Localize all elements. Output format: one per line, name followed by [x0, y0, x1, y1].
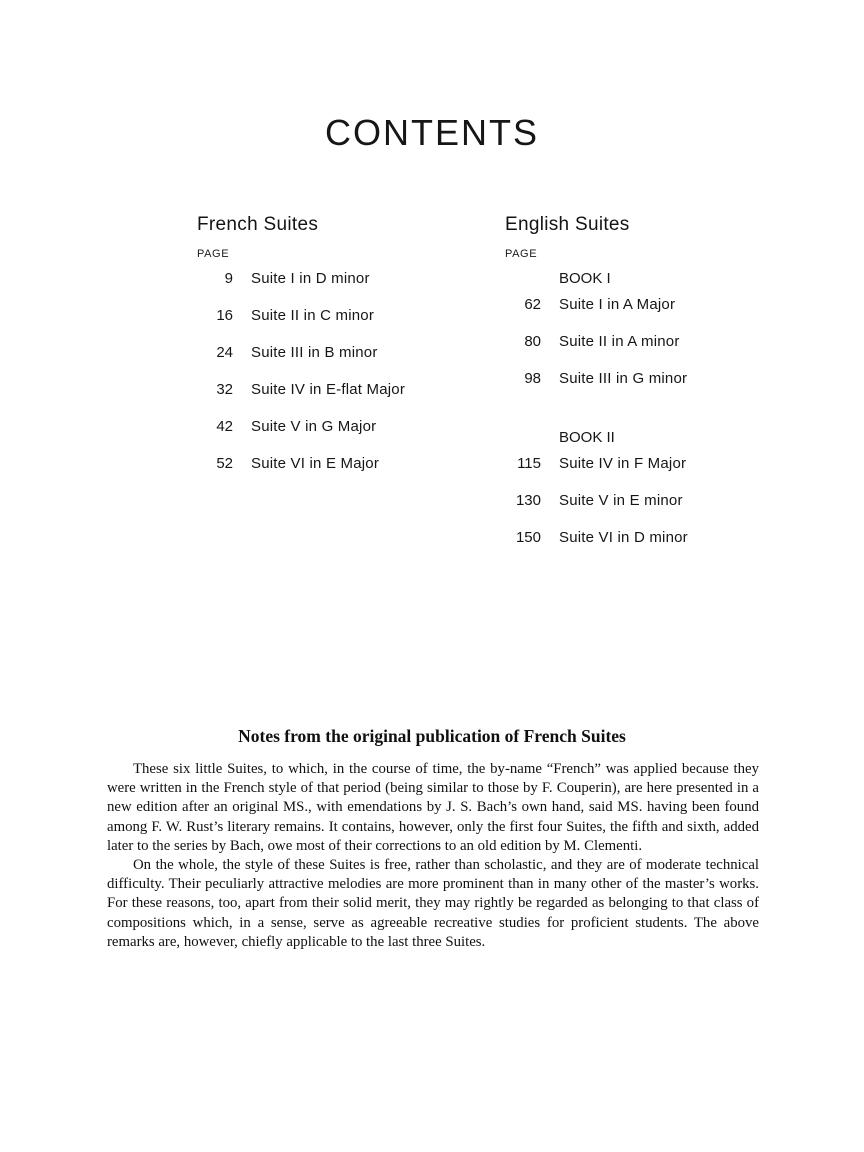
toc-entry-label: Suite IV in F Major	[559, 455, 687, 472]
toc-entry-label: Suite IV in E-flat Major	[251, 381, 406, 398]
toc-entry-label: Suite V in G Major	[251, 418, 377, 435]
toc-page-number: 16	[216, 307, 233, 324]
toc-entry-label: Suite II in C minor	[251, 307, 375, 324]
toc-row	[197, 307, 467, 324]
toc-page-number: 130	[515, 492, 541, 509]
toc-page-number: 24	[216, 344, 233, 361]
toc-page-number: 115	[517, 455, 541, 472]
toc-page-number: 52	[216, 455, 233, 472]
toc-page-number: 80	[524, 333, 541, 350]
toc-entry-label: Suite VI in D minor	[559, 529, 688, 546]
notes-body	[107, 760, 759, 952]
book-1-label: BOOK I	[559, 270, 611, 287]
english-suites-column	[505, 214, 785, 566]
toc-row	[197, 455, 467, 472]
toc-row	[505, 529, 785, 546]
english-page-label: PAGE	[505, 248, 538, 260]
toc-row	[505, 370, 785, 387]
toc-row	[505, 296, 785, 313]
toc-entry-label: Suite V in E minor	[559, 492, 683, 509]
toc-entry-label: Suite III in B minor	[251, 344, 378, 361]
toc-page-number: 9	[224, 270, 233, 287]
notes-heading: Notes from the original publication of French Suites	[238, 726, 626, 746]
toc-entry-label: Suite I in D minor	[251, 270, 370, 287]
toc-page-number: 150	[515, 529, 541, 546]
french-suites-heading: French Suites	[197, 214, 319, 235]
notes-paragraph-2: On the whole, the style of these Suites is free, rather than scholastic, and they are of moderate technical difficulty. Their peculiarly attractive melodies are more prominent than in many other of the master’s works. For these reasons, too, apart from their solid merit, they may rightly be regarded as belonging to that class of compositions which, in a sense, serve as agreeable recreative studies for proficient students. The above remarks are, however, chiefly applicable to the last three Suites.	[107, 857, 759, 950]
toc-page-number: 32	[216, 381, 233, 398]
page-title: CONTENTS	[325, 112, 539, 153]
french-page-label: PAGE	[197, 248, 230, 260]
toc-row	[197, 344, 467, 361]
toc-page-number: 42	[216, 418, 233, 435]
toc-page-number: 62	[524, 296, 541, 313]
toc-row	[197, 418, 467, 435]
toc-row	[505, 455, 785, 472]
book-2-label: BOOK II	[559, 429, 615, 446]
toc-row	[197, 381, 467, 398]
toc-page-number: 98	[524, 370, 541, 387]
toc-entry-label: Suite VI in E Major	[251, 455, 380, 472]
toc-row	[505, 492, 785, 509]
toc-row	[505, 333, 785, 350]
french-suites-column	[197, 214, 467, 492]
notes-paragraph-1: These six little Suites, to which, in the course of time, the by-name “French” was applied because they were written in the French style of that period (being similar to those by F. Couperin), are here presented in a new edition after an original MS., with emendations by J. S. Bach’s own hand, said MS. having been found among F. W. Rust’s literary remains. It contains, however, only the first four Suites, the fifth and sixth, added later to the series by Bach, owe most of their corrections to an old edition by M. Clementi.	[107, 761, 759, 854]
toc-entry-label: Suite II in A minor	[559, 333, 680, 350]
toc-entry-label: Suite I in A Major	[559, 296, 676, 313]
toc-row	[197, 270, 467, 287]
english-suites-heading: English Suites	[505, 214, 630, 235]
toc-entry-label: Suite III in G minor	[559, 370, 688, 387]
